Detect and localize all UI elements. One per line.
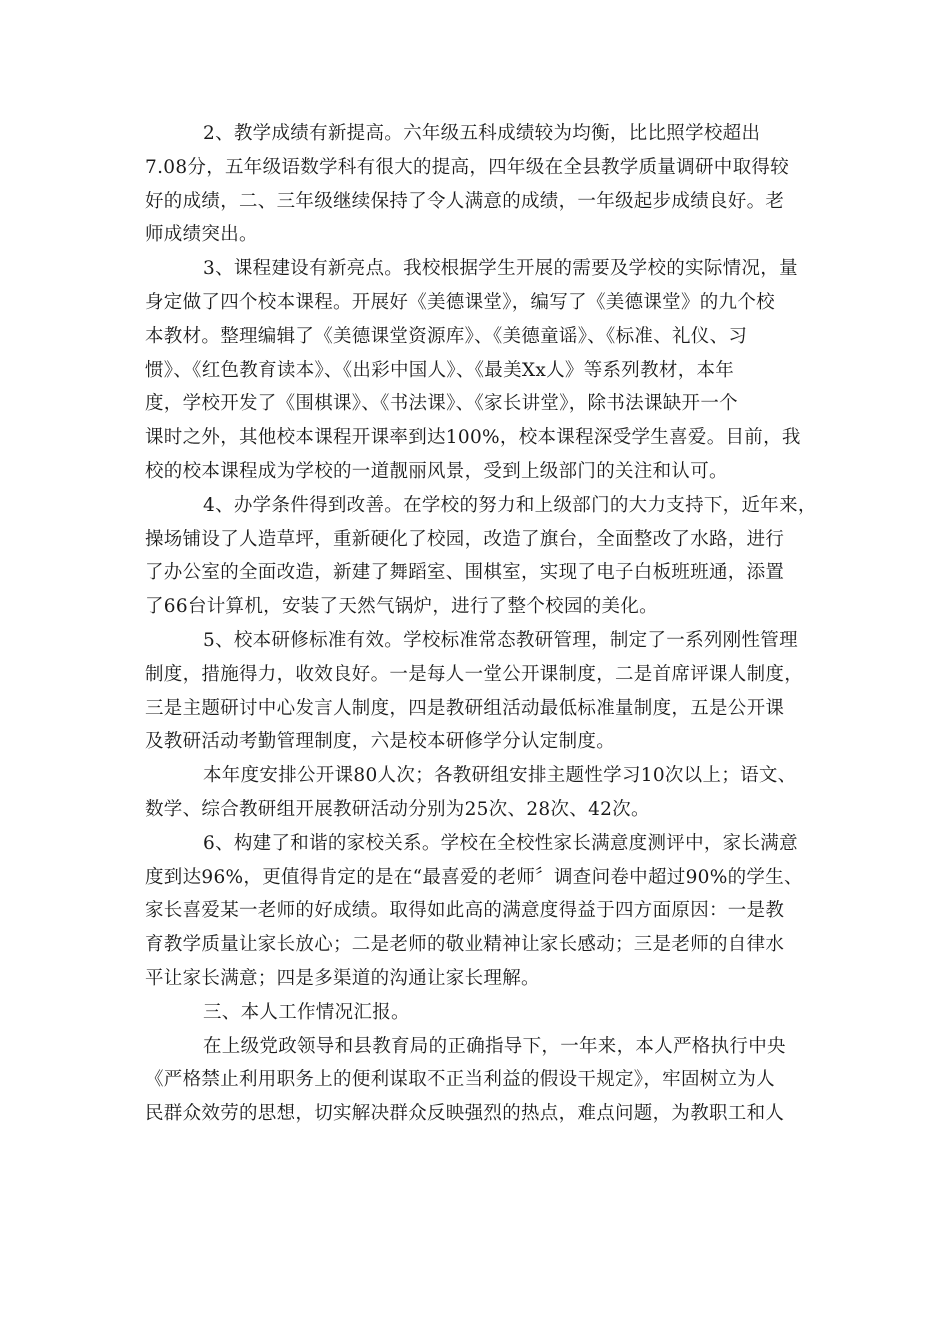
text-line: 课时之外，其他校本课程开课率到达100%，校本课程深受学生喜爱。目前，我 [145,427,801,449]
document-body [145,117,835,1131]
text-line: 操场铺设了人造草坪，重新硬化了校园，改造了旗台，全面整改了水路，进行 [145,528,785,550]
text-line: 了66台计算机，安装了天然气锅炉，进行了整个校园的美化。 [145,596,658,618]
text-line: 好的成绩，二、三年级继续保持了令人满意的成绩，一年级起步成绩良好。老 [145,190,785,212]
text-line: 6、构建了和谐的家校关系。学校在全校性家长满意度测评中，家长满意 [203,832,798,854]
text-line: 在上级党政领导和县教育局的正确指导下，一年来，本人严格执行中央 [203,1035,786,1057]
text-line: 《严格禁止利用职务上的便利谋取不正当利益的假设干规定》，牢固树立为人 [145,1069,775,1091]
text-line: 度到达96%，更值得肯定的是在“最喜爱的老师〞调查问卷中超过90%的学生、 [145,866,803,888]
text-line: 2、教学成绩有新提高。六年级五科成绩较为均衡，比比照学校超出 [203,123,761,144]
text-line: 了办公室的全面改造，新建了舞蹈室、围棋室，实现了电子白板班班通，添置 [145,562,785,584]
text-line: 三是主题研讨中心发言人制度，四是教研组活动最低标准量制度，五是公开课 [145,697,785,719]
text-line: 师成绩突出。 [145,224,258,246]
text-line: 及教研活动考勤管理制度，六是校本研修学分认定制度。 [145,731,616,753]
text-line: 本年度安排公开课80人次；各教研组安排主题性学习10次以上；语文、 [203,765,797,787]
text-line: 民群众效劳的思想，切实解决群众反映强烈的热点，难点问题，为教职工和人 [145,1103,785,1125]
text-line: 数学、综合教研组开展教研活动分别为25次、28次、42次。 [145,798,650,820]
text-line: 家长喜爱某一老师的好成绩。取得如此高的满意度得益于四方面原因：一是教 [145,900,785,922]
text-line: 度，学校开发了《围棋课》、《书法课》、《家长讲堂》，除书法课缺开一个 [145,393,738,415]
text-line: 本教材。整理编辑了《美德课堂资源库》、《美德童谣》、《标准、礼仪、习 [145,325,748,347]
text-line: 7.08分，五年级语数学科有很大的提高，四年级在全县教学质量调研中取得较 [145,156,789,178]
text-line: 惯》、《红色教育读本》、《出彩中国人》、《最美Xx人》等系列教材，本年 [145,359,735,381]
text-line: 平让家长满意；四是多渠道的沟通让家长理解。 [145,967,540,989]
text-line: 三、本人工作情况汇报。 [203,1001,410,1023]
text-line: 身定做了四个校本课程。开展好《美德课堂》，编写了《美德课堂》的九个校 [145,291,775,313]
text-line: 育教学质量让家长放心；二是老师的敬业精神让家长感动；三是老师的自律水 [145,934,785,956]
text-line: 校的校本课程成为学校的一道靓丽风景，受到上级部门的关注和认可。 [145,460,728,482]
text-line: 4、办学条件得到改善。在学校的努力和上级部门的大力支持下，近年来， [203,494,817,516]
text-line: 制度，措施得力，收效良好。一是每人一堂公开课制度，二是首席评课人制度， [145,663,804,685]
text-line: 3、课程建设有新亮点。我校根据学生开展的需要及学校的实际情况，量 [203,258,798,280]
text-line: 5、校本研修标准有效。学校标准常态教研管理，制定了一系列刚性管理 [203,629,798,651]
